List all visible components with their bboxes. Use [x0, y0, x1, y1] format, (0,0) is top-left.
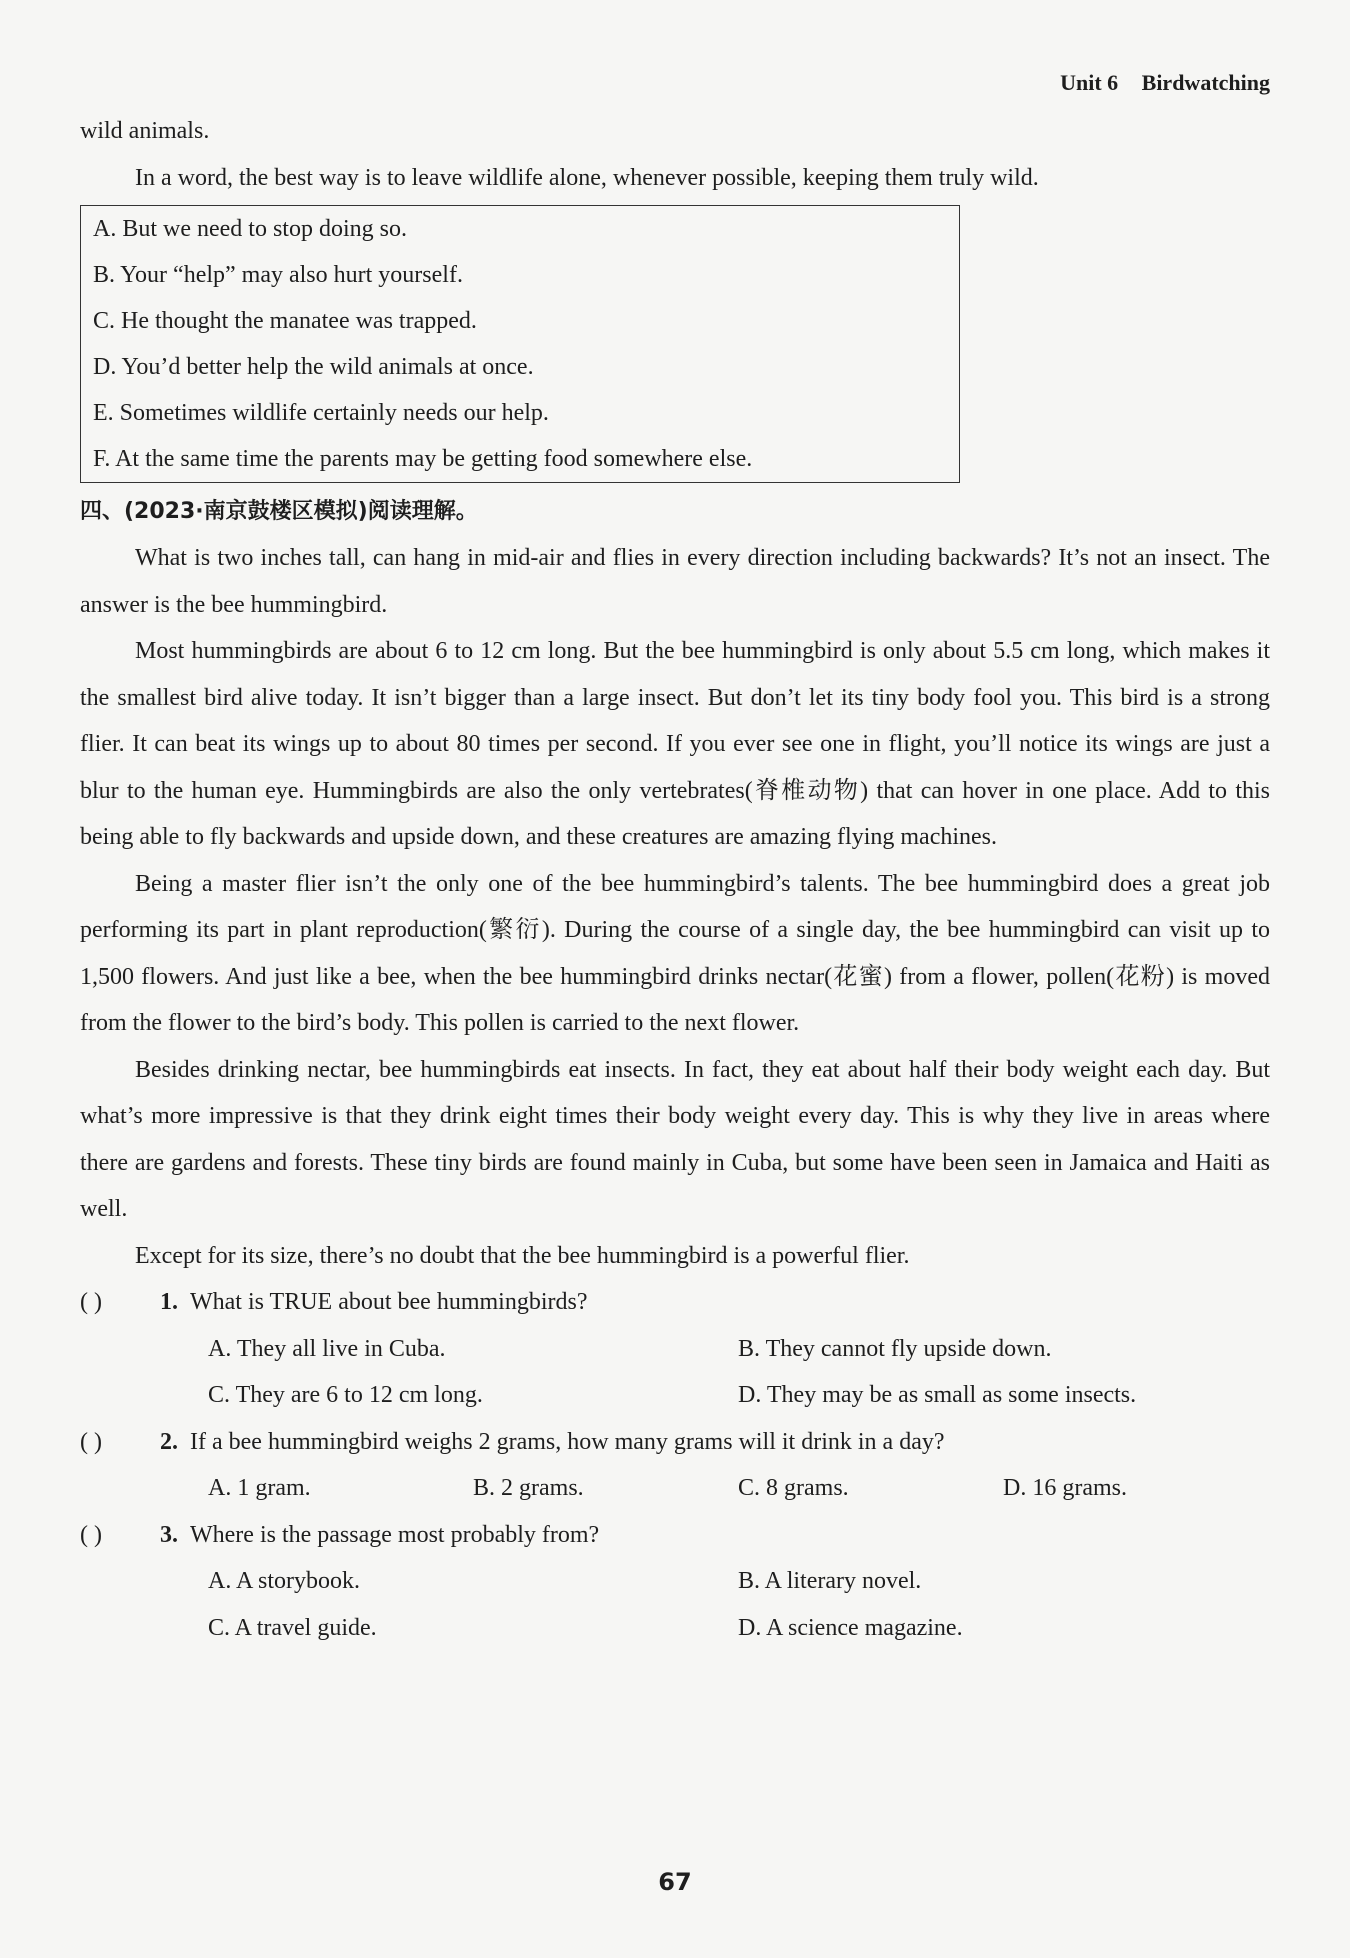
question-text: If a bee hummingbird weighs 2 grams, how many grams will it drink in a day?	[190, 1428, 945, 1455]
intro-conclusion: In a word, the best way is to leave wildlife alone, whenever possible, keeping them truly wild.	[135, 164, 1039, 191]
page-number: 67	[658, 1868, 692, 1896]
question-text: Where is the passage most probably from?	[190, 1521, 600, 1548]
page-content	[80, 108, 1270, 1651]
option-a: A. They all live in Cuba.	[208, 1335, 446, 1362]
intro-tail: wild animals.	[80, 118, 210, 144]
answer-blank[interactable]: ( )	[80, 1428, 102, 1455]
option-a: A. 1 gram.	[208, 1475, 311, 1501]
option-c: C. They are 6 to 12 cm long.	[208, 1382, 483, 1408]
question-options	[80, 1558, 1270, 1651]
option-c: C. A travel guide.	[208, 1614, 377, 1641]
passage-paragraph-3: Being a master flier isn’t the only one of the bee hummingbird’s talents. The bee hummingbird does a great job performing its part in plant reproduction(繁衍). During the course of a single day, the bee hummingbird can visit up to 1,500 flowers. And just like a bee, when the bee hummingbird drinks nectar(花蜜) from a flower, pollen(花粉) is moved from the flower to the bird’s body. This pollen is carried to the next flower.	[80, 870, 1270, 1036]
option-d: D. 16 grams.	[1003, 1475, 1127, 1501]
passage-paragraph-2: Most hummingbirds are about 6 to 12 cm long. But the bee hummingbird is only about 5.5 cm long, which makes it the smallest bird alive today. It isn’t bigger than a large insect. But don’t let its tiny body fool you. This bird is a strong flier. It can beat its wings up to about 80 times per second. If you ever see one in flight, you’ll notice its wings are just a blur to the human eye. Hummingbirds are also the only vertebrates(脊椎动物) that can hover in one place. Add to this being able to fly backwards and upside down, and these creatures are amazing flying machines.	[80, 638, 1270, 850]
box-option-e: E. Sometimes wildlife certainly needs our help.	[93, 400, 549, 426]
question-number: 1.	[160, 1289, 178, 1315]
options-box	[80, 205, 960, 483]
option-a: A. A storybook.	[208, 1568, 361, 1594]
passage-paragraph-5: Except for its size, there’s no doubt that the bee hummingbird is a powerful flier.	[135, 1242, 910, 1269]
page-header	[1060, 70, 1270, 96]
question-options	[80, 1465, 1270, 1512]
question-number: 2.	[160, 1428, 178, 1455]
box-option-c: C. He thought the manatee was trapped.	[93, 308, 477, 334]
question-number: 3.	[160, 1521, 178, 1548]
header-title: Birdwatching	[1141, 70, 1270, 95]
passage-paragraph-4: Besides drinking nectar, bee hummingbirds eat insects. In fact, they eat about half their body weight each day. But what’s more impressive is that they drink eight times their body weight every day. This is why they live in areas where there are gardens and forests. These tiny birds are found mainly in Cuba, but some have been seen in Jamaica and Haiti as well.	[80, 1056, 1270, 1222]
option-b: B. A literary novel.	[738, 1568, 922, 1594]
box-option-b: B. Your “help” may also hurt yourself.	[93, 262, 463, 288]
section-title: 四、(2023·南京鼓楼区模拟)阅读理解。	[80, 499, 478, 524]
option-d: D. A science magazine.	[738, 1614, 963, 1641]
question-2	[80, 1419, 1270, 1512]
question-text: What is TRUE about bee hummingbirds?	[190, 1289, 588, 1315]
box-option-d: D. You’d better help the wild animals at once.	[93, 354, 534, 380]
question-3	[80, 1512, 1270, 1652]
passage-paragraph-1: What is two inches tall, can hang in mid-air and flies in every direction including backwards? It’s not an insect. The answer is the bee hummingbird.	[80, 545, 1270, 618]
option-d: D. They may be as small as some insects.	[738, 1382, 1137, 1408]
answer-blank[interactable]: ( )	[80, 1289, 102, 1315]
box-option-f: F. At the same time the parents may be getting food somewhere else.	[93, 446, 753, 472]
option-b: B. They cannot fly upside down.	[738, 1335, 1052, 1362]
option-b: B. 2 grams.	[473, 1475, 584, 1501]
box-option-a: A. But we need to stop doing so.	[93, 216, 407, 242]
option-c: C. 8 grams.	[738, 1475, 849, 1501]
question-1	[80, 1279, 1270, 1419]
answer-blank[interactable]: ( )	[80, 1521, 102, 1548]
question-options	[80, 1326, 1270, 1419]
header-unit: Unit 6	[1060, 70, 1119, 95]
